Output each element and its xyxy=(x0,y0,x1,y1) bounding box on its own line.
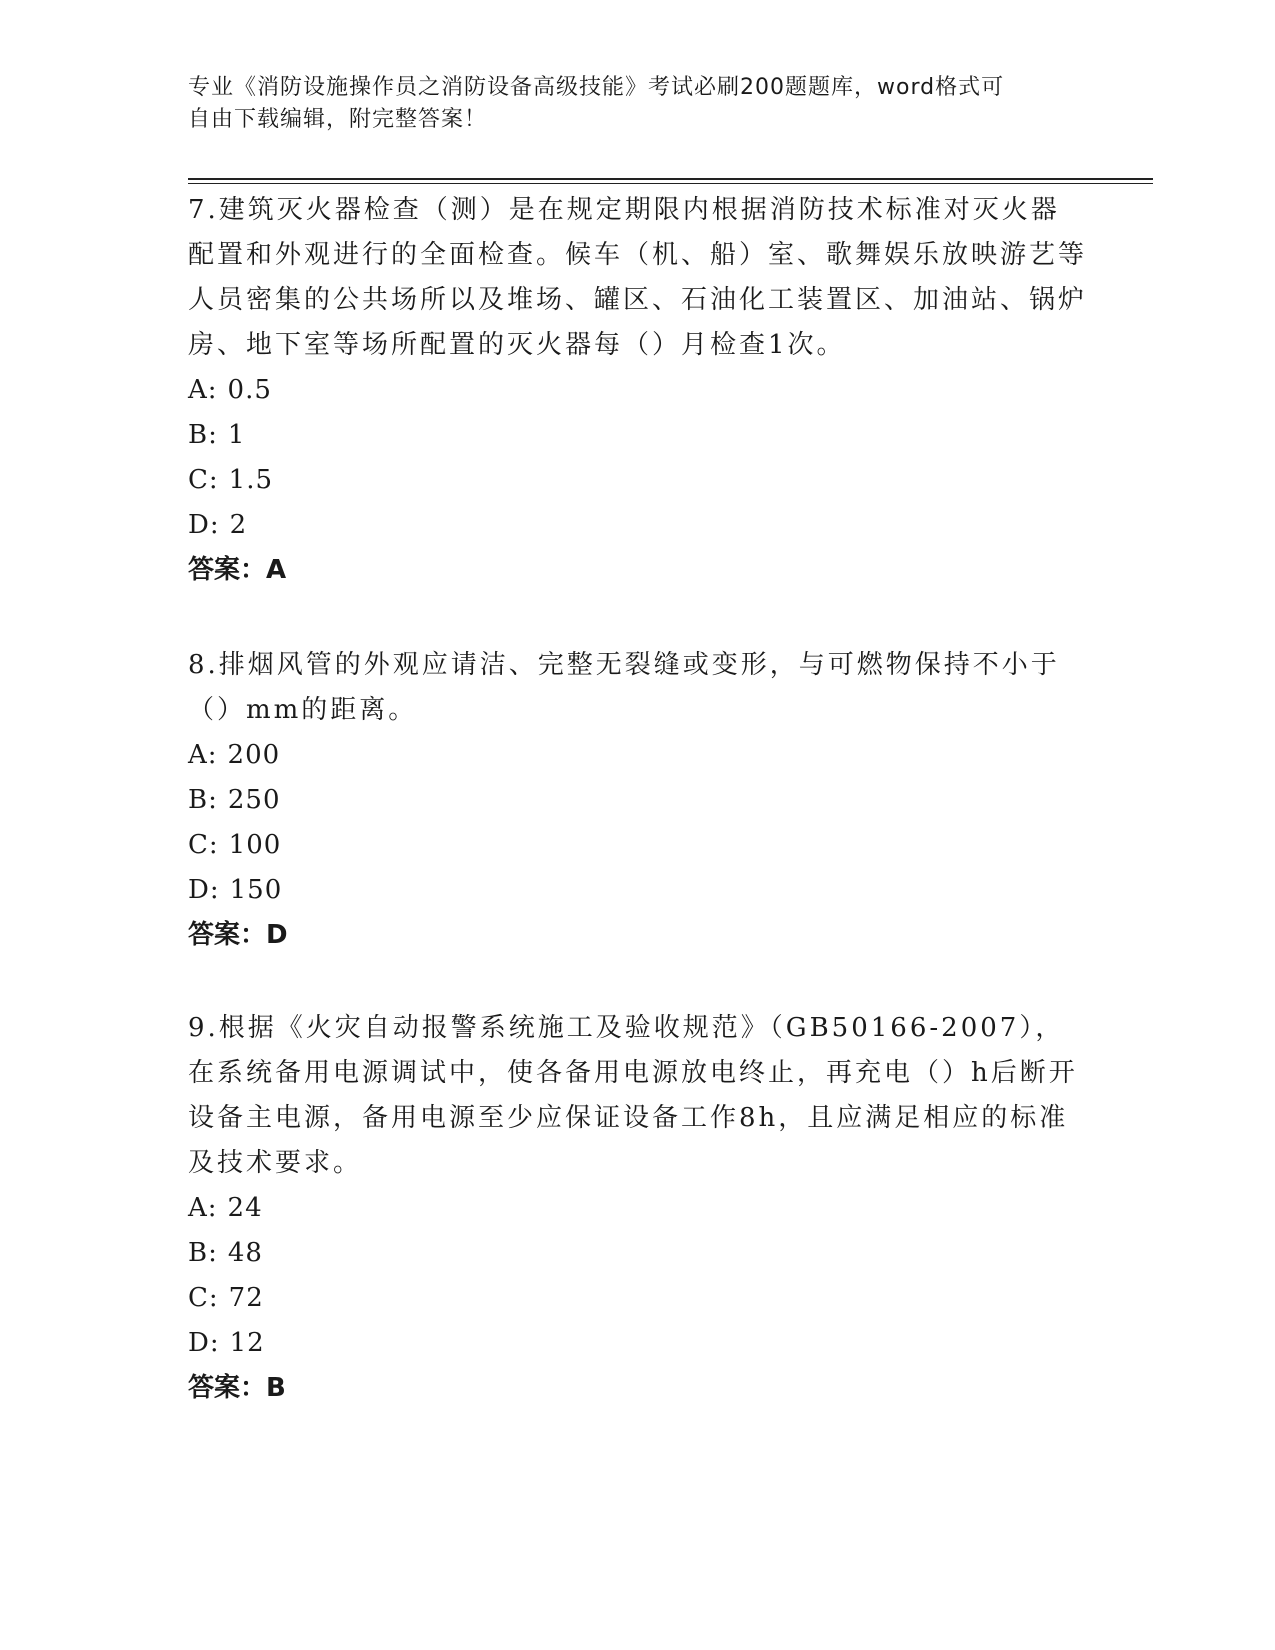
header-line-2: 自由下载编辑，附完整答案！ xyxy=(188,107,488,132)
option-c: C: 72 xyxy=(188,1283,264,1313)
answer: 答案：B xyxy=(188,1373,286,1403)
option-text: 1.5 xyxy=(228,465,274,495)
answer: 答案：A xyxy=(188,555,287,585)
option-b: B: 250 xyxy=(188,785,281,815)
option-label: B xyxy=(188,785,209,815)
answer: 答案：D xyxy=(188,920,288,950)
option-text: 250 xyxy=(227,785,281,815)
option-a: A: 200 xyxy=(188,740,281,770)
document-header xyxy=(188,72,1068,136)
option-d: D: 2 xyxy=(188,510,248,540)
header-line-1: 专业《消防设施操作员之消防设备高级技能》考试必刷200题题库，word格式可 xyxy=(188,75,1005,100)
question-stem: 7.建筑灭火器检查（测）是在规定期限内根据消防技术标准对灭火器配置和外观进行的全面检查。候车（机、船）室、歌舞娱乐放映游艺等人员密集的公共场所以及堆场、罐区、石油化工装置区、加油站、锅炉房、地下室等场所配置的灭火器每（）月检查1次。 xyxy=(188,195,1088,360)
option-text: 150 xyxy=(229,875,283,905)
option-d: D: 12 xyxy=(188,1328,265,1358)
option-label: C xyxy=(188,1283,209,1313)
option-label: D xyxy=(188,875,210,905)
option-label: B xyxy=(188,420,209,450)
option-text: 1 xyxy=(227,420,246,450)
option-a: A: 0.5 xyxy=(188,375,272,405)
option-label: A xyxy=(188,740,208,770)
question-stem: 8.排烟风管的外观应请洁、完整无裂缝或变形，与可燃物保持不小于（）mm的距离。 xyxy=(188,650,1060,725)
option-d: D: 150 xyxy=(188,875,283,905)
option-b: B: 1 xyxy=(188,420,246,450)
option-label: B xyxy=(188,1238,209,1268)
option-text: 48 xyxy=(227,1238,263,1268)
option-text: 100 xyxy=(228,830,282,860)
question-8 xyxy=(188,643,1088,958)
option-b: B: 48 xyxy=(188,1238,263,1268)
question-stem: 9.根据《火灾自动报警系统施工及验收规范》（GB50166-2007），在系统备用电源调试中，使各备用电源放电终止，再充电（）h后断开设备主电源，备用电源至少应保证设备工作8h，且应满足相应的标准及技术要求。 xyxy=(188,1013,1078,1178)
option-label: D xyxy=(188,510,210,540)
question-7 xyxy=(188,188,1088,593)
header-divider xyxy=(188,178,1153,184)
option-c: C: 100 xyxy=(188,830,282,860)
option-label: D xyxy=(188,1328,210,1358)
option-label: C xyxy=(188,830,209,860)
question-9 xyxy=(188,1006,1088,1411)
option-text: 72 xyxy=(228,1283,264,1313)
option-label: A xyxy=(188,375,208,405)
option-label: A xyxy=(188,1193,208,1223)
option-text: 0.5 xyxy=(227,375,272,405)
option-label: C xyxy=(188,465,209,495)
option-text: 2 xyxy=(229,510,248,540)
option-text: 24 xyxy=(227,1193,263,1223)
option-a: A: 24 xyxy=(188,1193,263,1223)
option-text: 12 xyxy=(229,1328,265,1358)
option-c: C: 1.5 xyxy=(188,465,274,495)
option-text: 200 xyxy=(227,740,281,770)
